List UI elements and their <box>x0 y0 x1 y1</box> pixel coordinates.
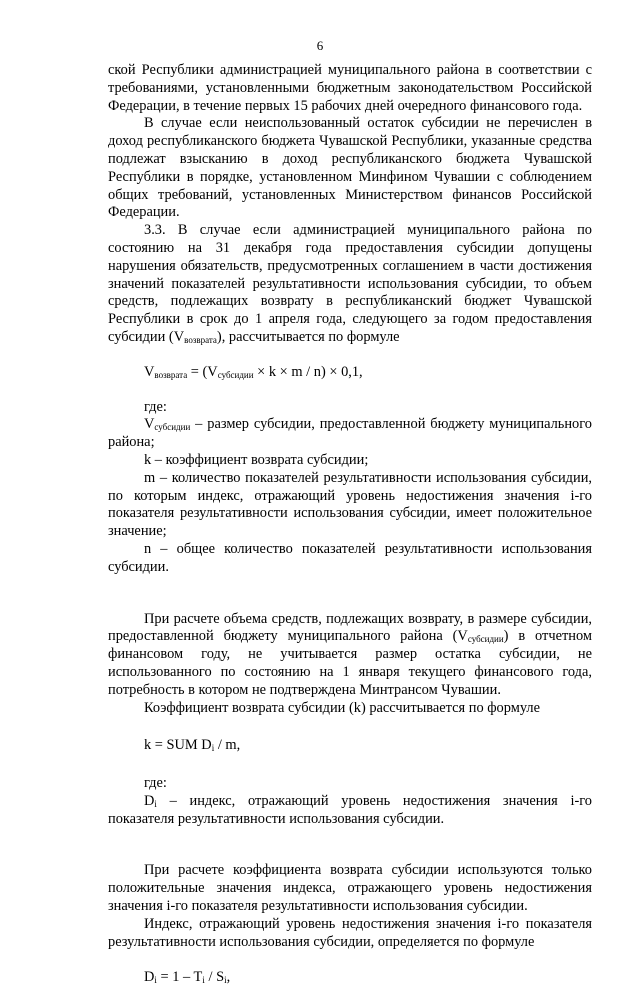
formula-s-sub: i <box>224 975 227 986</box>
where-label: где: <box>144 398 167 415</box>
formula-sub-return: возврата <box>154 369 188 380</box>
formula-end: × k × m / n) × 0,1, <box>253 363 363 380</box>
definition-d <box>108 793 592 829</box>
formula-t-sub: i <box>202 975 205 986</box>
formula-d-end: , <box>226 969 231 986</box>
definition-d-text: – индекс, отражающий уровень недостижения значения i-го показателя результативности использования субсидии. <box>108 792 592 827</box>
calc-note-text: При расчете объема средств, подлежащих возврату, в размере субсидии, предоставленной бюджету муниципального района (V <box>108 610 592 645</box>
paragraph-continuation: ской Республики администрацией муниципального района в соответствии с требованиями, установленными бюджетным законодательством Российской Федерации, в течение первых 15 рабочих дней очередного финансового года. <box>108 62 592 114</box>
formula-k-end: / m, <box>214 737 241 754</box>
definition-n: n – общее количество показателей результативности использования субсидии. <box>108 540 592 575</box>
paragraph-index: Индекс, отражающий уровень недостижения значения i-го показателя результативности использования субсидии, определяется по формуле <box>108 915 592 950</box>
definition-text: – размер субсидии, предоставленной бюджету муниципального района; <box>108 416 592 451</box>
formula-d-mid: = 1 – T <box>156 969 203 986</box>
definition-sub: субсидии <box>154 422 191 433</box>
paragraph-unused-balance: В случае если неиспользованный остаток субсидии не перечислен в доход республиканского бюджета Чувашской Республики, указанные средства подлежат взысканию в доход республиканского бюджета Чувашской Республики в порядке, установленном Минфином Чувашии с соблюдением общих требований, установленных Министерством финансов Российской Федерации. <box>108 115 592 221</box>
paragraph-3-3-end: ), рассчитывается по формуле <box>216 328 400 345</box>
calc-note-end: ) в отчетном финансовом году, не учитывается размер остатка субсидии, не использованного по состоянию на 1 января текущего финансового года, потребность в котором не подтверждена Минтрансом Чувашии. <box>108 628 592 698</box>
paragraph-positive-values: При расчете коэффициента возврата субсидии используются только положительные значения индекса, отражающего уровень недостижения значения i-го показателя результативности использования субсидии. <box>108 862 592 915</box>
formula-d-mid2: / S <box>204 969 225 986</box>
definition-v: V <box>144 416 155 433</box>
formula-d-sub: i <box>154 975 157 986</box>
formula-mid: = (V <box>187 363 218 380</box>
definition-d-sub: i <box>154 798 157 809</box>
paragraph-calculation-note <box>108 611 592 700</box>
definition-k: k – коэффициент возврата субсидии; <box>144 451 369 468</box>
definition-v-subsidy <box>108 416 592 452</box>
paragraph-coefficient: Коэффициент возврата субсидии (k) рассчитывается по формуле <box>144 699 540 716</box>
formula-d-letter: D <box>144 969 155 986</box>
subscript-return: возврата <box>184 334 217 345</box>
formula-k-sub: i <box>211 743 215 754</box>
definition-m: m – количество показателей результативности использования субсидии, по которым индекс, отражающий уровень недостижения значения i-го показателя результативности использования субсидии, имеет положительное значение; <box>108 469 592 540</box>
definition-d-letter: D <box>144 792 155 809</box>
calc-note-sub: субсидии <box>467 634 504 645</box>
formula-sub-subsidy: субсидии <box>217 369 254 380</box>
formula-coefficient <box>108 737 592 755</box>
paragraph-3-3 <box>108 222 592 347</box>
formula-k-text: k = SUM D <box>144 737 212 754</box>
formula-index <box>108 969 592 987</box>
page-number: 6 <box>316 38 324 53</box>
paragraph-3-3-text: 3.3. В случае если администрацией муниципального района по состоянию на 31 декабря года предоставления субсидии допущены нарушения обязательств, предусмотренных соглашением в части достижения значений показателей результативности использования субсидии, то объем средств, подлежащих возврату в республиканский бюджет Чувашской Республики в срок до 1 апреля года, следующего за годом предоставления субсидии (V <box>108 222 592 345</box>
document-body <box>108 62 592 987</box>
where-label-2: где: <box>144 775 167 792</box>
formula-return-volume <box>108 364 592 382</box>
formula-v: V <box>144 363 155 380</box>
